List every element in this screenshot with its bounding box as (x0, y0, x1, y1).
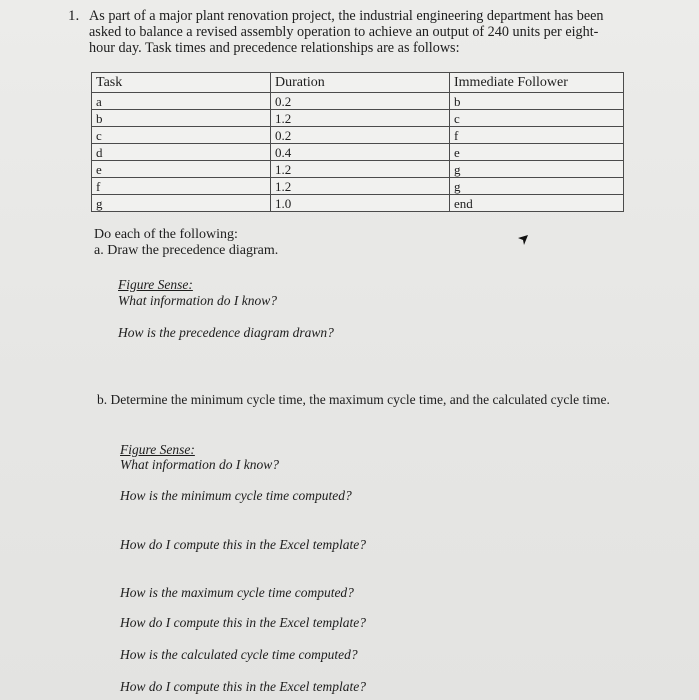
arrow-cursor-icon (515, 233, 531, 249)
part-a-question-2: How is the precedence diagram drawn? (118, 325, 334, 340)
part-a-figure-sense: Figure Sense: (118, 277, 193, 292)
cell-task: a (92, 93, 271, 110)
table-header-row (92, 73, 624, 93)
header-duration: Duration (271, 73, 450, 93)
part-b-question-6: How is the calculated cycle time computed? (120, 647, 358, 662)
part-b-question-3: How do I compute this in the Excel template? (120, 537, 366, 552)
table-row (92, 144, 624, 161)
table-row (92, 195, 624, 212)
cell-follower: g (450, 178, 624, 195)
question-text: As part of a major plant renovation project, the industrial engineering department has been asked to balance a revised assembly operation to achieve an output of 240 units per eight-hour day. Task times and precedence relationships are as follows: (89, 8, 604, 56)
task-table (91, 72, 624, 212)
cell-duration: 0.2 (271, 127, 450, 144)
part-b-figure-sense: Figure Sense: (120, 442, 195, 457)
header-immediate-follower: Immediate Follower (450, 73, 624, 93)
cell-duration: 1.2 (271, 110, 450, 127)
cell-follower: e (450, 144, 624, 161)
instructions-intro: Do each of the following: (94, 227, 238, 242)
cell-task: g (92, 195, 271, 212)
cell-follower: end (450, 195, 624, 212)
header-task: Task (92, 73, 271, 93)
cell-duration: 0.2 (271, 93, 450, 110)
cell-task: b (92, 110, 271, 127)
cell-task: c (92, 127, 271, 144)
part-b-question-5: How do I compute this in the Excel template? (120, 615, 366, 630)
cell-task: f (92, 178, 271, 195)
part-b-question-2: How is the minimum cycle time computed? (120, 488, 352, 503)
table-row (92, 110, 624, 127)
cell-task: d (92, 144, 271, 161)
cell-follower: b (450, 93, 624, 110)
part-b-label: b. Determine the minimum cycle time, the maximum cycle time, and the calculated cycle time. (97, 392, 610, 407)
cell-follower: c (450, 110, 624, 127)
cell-duration: 1.0 (271, 195, 450, 212)
part-b-question-1: What information do I know? (120, 457, 279, 472)
cell-duration: 1.2 (271, 161, 450, 178)
part-b-question-7: How do I compute this in the Excel template? (120, 679, 366, 694)
cell-duration: 1.2 (271, 178, 450, 195)
part-a-label: a. Draw the precedence diagram. (94, 243, 279, 258)
cell-duration: 0.4 (271, 144, 450, 161)
cell-follower: g (450, 161, 624, 178)
table-row (92, 161, 624, 178)
table-row (92, 127, 624, 144)
cell-follower: f (450, 127, 624, 144)
question-number: 1. (68, 8, 80, 24)
part-a-question-1: What information do I know? (118, 293, 277, 308)
part-b-question-4: How is the maximum cycle time computed? (120, 585, 354, 600)
table-row (92, 178, 624, 195)
cell-task: e (92, 161, 271, 178)
table-row (92, 93, 624, 110)
